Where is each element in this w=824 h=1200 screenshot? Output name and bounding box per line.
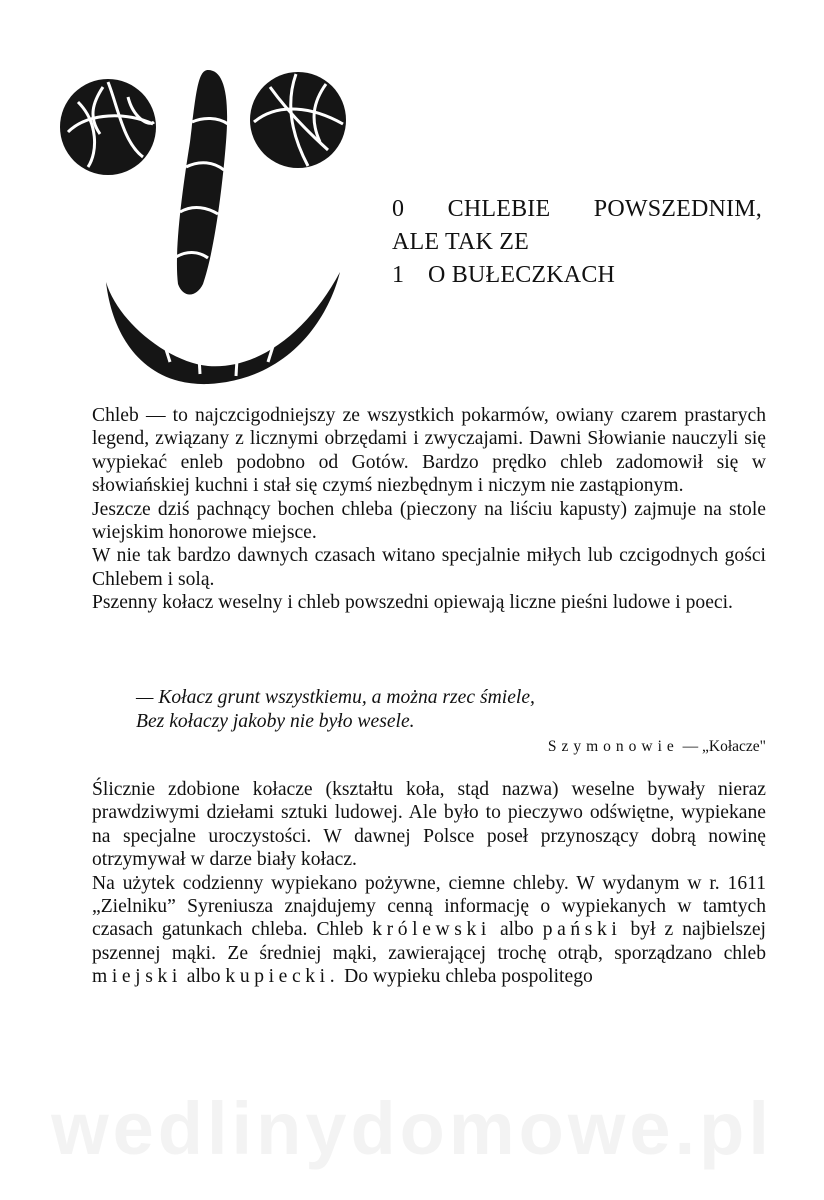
mouth-crescent — [106, 272, 340, 384]
term-panski: pański — [542, 919, 622, 941]
poem-quote — [136, 686, 535, 734]
left-eye-roll — [60, 79, 156, 175]
title-line-1-word-a: CHLEBIE — [447, 196, 551, 222]
paragraph-bochen-text: Jeszcze dziś pachnący bochen chleba (pieczony na liściu kapusty) zajmuje na stole wiejskim honorowe miejsce. — [92, 498, 766, 544]
nose-baguette — [176, 70, 228, 295]
paragraph-chleb — [92, 404, 766, 498]
quote-line-1: — Kołacz grunt wszystkiemu, a można rzec śmiele, — [136, 687, 535, 708]
paragraph-zielnik-text-b: albo — [490, 919, 543, 941]
title-line-1-number: 0 — [392, 196, 405, 222]
right-eye-roll — [250, 72, 346, 168]
bread-face-illustration — [58, 62, 358, 392]
quote-work: — „Kołacze" — [678, 738, 766, 755]
paragraph-zielnik-text-d: albo — [181, 966, 226, 988]
term-kupiecki: kupiecki. — [225, 966, 340, 988]
paragraph-chleb-text: Chleb — to najczcigodniejszy ze wszystkich pokarmów, owiany czarem prastarych legend, związany z licznymi obrzędami i zwyczajami. Dawni Słowianie nauczyli się wypiekać enleb podobno od Gotów. Bardzo prędko chleb zadomowił się w słowiańskiej kuchni i stał się czymś niezbędnym i niczym nie zastąpionym. — [92, 405, 766, 497]
title-line-1 — [392, 193, 762, 226]
term-miejski: miejski — [92, 966, 182, 988]
paragraph-zielnik-text-c: był z najbielszej pszennej mąki. Ze średniej mąki, zawierającej trochę otrąb, sporządzano chleb — [92, 919, 766, 964]
title-line-3 — [392, 259, 762, 292]
title-line-3-text: O BUŁECZKACH — [428, 262, 616, 288]
title-line-2-text: ALE TAK ZE — [392, 229, 529, 255]
bread-face-woodcut-icon — [58, 62, 358, 392]
paragraph-zielnik-text-e: Do wypieku chleba pospolitego — [339, 966, 593, 988]
watermark: wedlinydomowe.pl — [51, 1087, 773, 1170]
title-line-1-word-b: POWSZEDNIM, — [593, 196, 762, 222]
paragraph-zielnik-text-a: Na użytek codzienny wypiekano pożywne, ciemne chleby. W wydanym w r. 1611 „Zielniku” Syreniusza znajdujemy cenną informację o wypiekanych w tamtych czasach gatunkach chleba. Chleb — [92, 872, 766, 941]
paragraph-zielnik — [92, 872, 766, 989]
title-line-3-number: 1 — [392, 262, 405, 288]
title-line-2 — [392, 226, 762, 259]
paragraph-kolacz — [92, 591, 766, 614]
paragraph-kolacze — [92, 778, 766, 872]
paragraph-goscie-text: W nie tak bardzo dawnych czasach witano specjalnie miłych lub czcigodnych gości Chlebem i solą. — [92, 545, 766, 590]
paragraph-kolacze-text: Ślicznie zdobione kołacze (kształtu koła, stąd nazwa) weselne bywały nieraz prawdziwymi dziełami sztuki ludowej. Ale było to pieczywo odświętne, wypiekane na specjalne uroczystości. W dawnej Polsce poseł przynoszący dobrą nowinę otrzymywał w darze biały kołacz. — [92, 779, 766, 871]
paragraph-bochen — [92, 498, 766, 545]
quote-line-2: Bez kołaczy jakoby nie było wesele. — [136, 711, 415, 732]
quote-attribution — [548, 738, 766, 756]
term-krolewski: królewski — [372, 919, 491, 941]
chapter-title — [392, 193, 762, 292]
intro-text — [92, 404, 766, 615]
main-text — [92, 778, 766, 989]
paragraph-kolacz-text: Pszenny kołacz weselny i chleb powszedni opiewają liczne pieśni ludowe i poeci. — [92, 592, 733, 614]
paragraph-goscie — [92, 544, 766, 591]
quote-author: Szymonowie — [547, 738, 679, 755]
